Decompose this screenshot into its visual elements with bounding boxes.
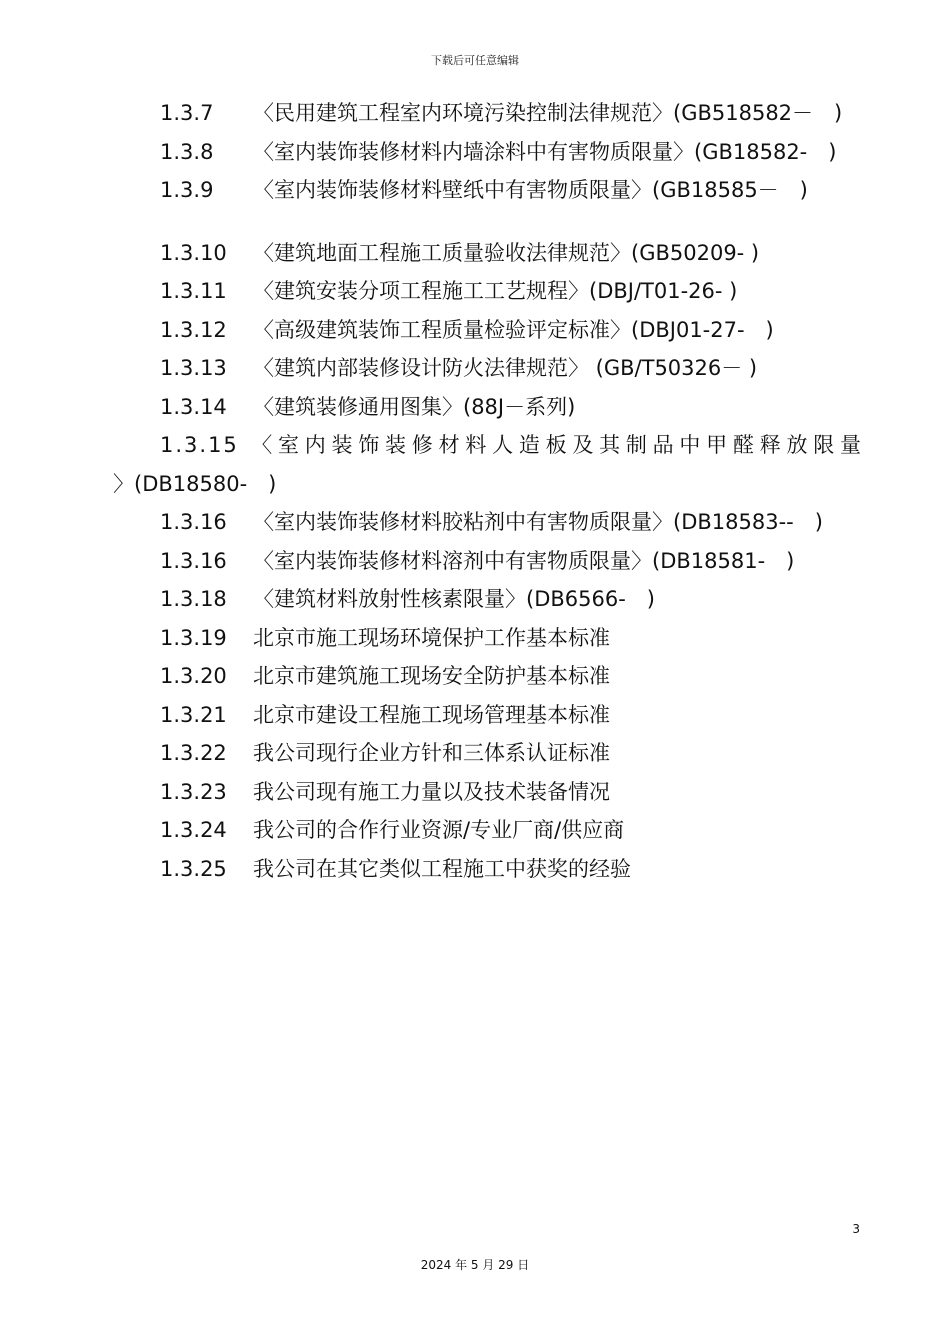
list-item: [113, 388, 863, 427]
item-number: 1.3.15: [160, 433, 239, 457]
item-number: 1.3.16: [160, 510, 227, 534]
item-text: 〈民用建筑工程室内环境污染控制法律规范〉(GB518582－ ): [253, 101, 843, 125]
item-text: 〈建筑地面工程施工质量验收法律规范〉(GB50209- ): [253, 240, 760, 265]
standards-list: [113, 94, 863, 888]
item-text: 我公司的合作行业资源/专业厂商/供应商: [253, 818, 625, 842]
item-text: 北京市建设工程施工现场管理基本标准: [253, 702, 610, 727]
list-item: [113, 503, 863, 542]
item-text: 我公司在其它类似工程施工中获奖的经验: [253, 856, 631, 881]
item-text: 〈建筑材料放射性核素限量〉(DB6566- ): [253, 587, 655, 611]
list-item: [113, 619, 863, 658]
item-text: 〈室内装饰装修材料内墙涂料中有害物质限量〉(GB18582- ): [253, 139, 837, 164]
item-number: 1.3.9: [160, 178, 214, 202]
list-item: [113, 171, 863, 210]
item-text: 北京市施工现场环境保护工作基本标准: [253, 625, 610, 650]
footer-date: 2024 年 5 月 29 日: [420, 1258, 530, 1272]
item-text: 〈室内装饰装修材料人造板及其制品中甲醛释放限量: [251, 433, 863, 457]
list-item: [113, 657, 863, 696]
item-text: 〈室内装饰装修材料壁纸中有害物质限量〉(GB18585－ ): [253, 178, 808, 202]
list-item: [113, 773, 863, 812]
list-item: [113, 234, 863, 273]
item-text: 我公司现有施工力量以及技术装备情况: [253, 779, 610, 804]
item-number: 1.3.10: [160, 240, 227, 265]
list-item: [113, 311, 863, 350]
item-number: 1.3.16: [160, 548, 227, 573]
list-item: [113, 349, 863, 388]
item-text: 我公司现行企业方针和三体系认证标准: [253, 741, 610, 765]
page-number: 3: [852, 1222, 860, 1236]
item-text: 〈建筑装修通用图集〉(88J－系列): [253, 394, 576, 419]
item-number: 1.3.8: [160, 139, 214, 164]
list-item: [113, 426, 863, 465]
list-item: [113, 734, 863, 773]
item-text: 〈高级建筑装饰工程质量检验评定标准〉(DBJ01-27- ): [253, 317, 774, 342]
item-text: 〈建筑内部装修设计防火法律规范〉 (GB/T50326－ ): [253, 356, 758, 380]
item-number: 1.3.25: [160, 856, 227, 881]
item-number: 1.3.14: [160, 394, 227, 419]
list-item: [113, 850, 863, 889]
item-number: 1.3.11: [160, 279, 227, 303]
item-text: 〈建筑安装分项工程施工工艺规程〉(DBJ/T01-26- ): [253, 279, 738, 303]
item-number: 1.3.13: [160, 356, 227, 380]
list-item: [113, 542, 863, 581]
item-number: 1.3.7: [160, 101, 214, 125]
list-item: [113, 696, 863, 735]
item-number: 1.3.24: [160, 818, 227, 842]
item-number: 1.3.12: [160, 317, 227, 342]
item-number: 1.3.20: [160, 664, 227, 688]
list-item: [113, 811, 863, 850]
item-number: 1.3.22: [160, 741, 227, 765]
list-item-continuation: 〉(DB18580- ): [113, 471, 277, 496]
item-number: 1.3.21: [160, 702, 227, 727]
page-header: 下载后可任意编辑: [431, 54, 519, 67]
list-item: [113, 580, 863, 619]
item-text: 北京市建筑施工现场安全防护基本标准: [253, 664, 610, 688]
item-text: 〈室内装饰装修材料溶剂中有害物质限量〉(DB18581- ): [253, 548, 795, 573]
list-item: [113, 272, 863, 311]
item-number: 1.3.19: [160, 625, 227, 650]
item-text: 〈室内装饰装修材料胶粘剂中有害物质限量〉(DB18583-- ): [253, 510, 823, 534]
item-number: 1.3.23: [160, 779, 227, 804]
list-item: [113, 133, 863, 172]
item-number: 1.3.18: [160, 587, 227, 611]
list-item: [113, 94, 863, 133]
